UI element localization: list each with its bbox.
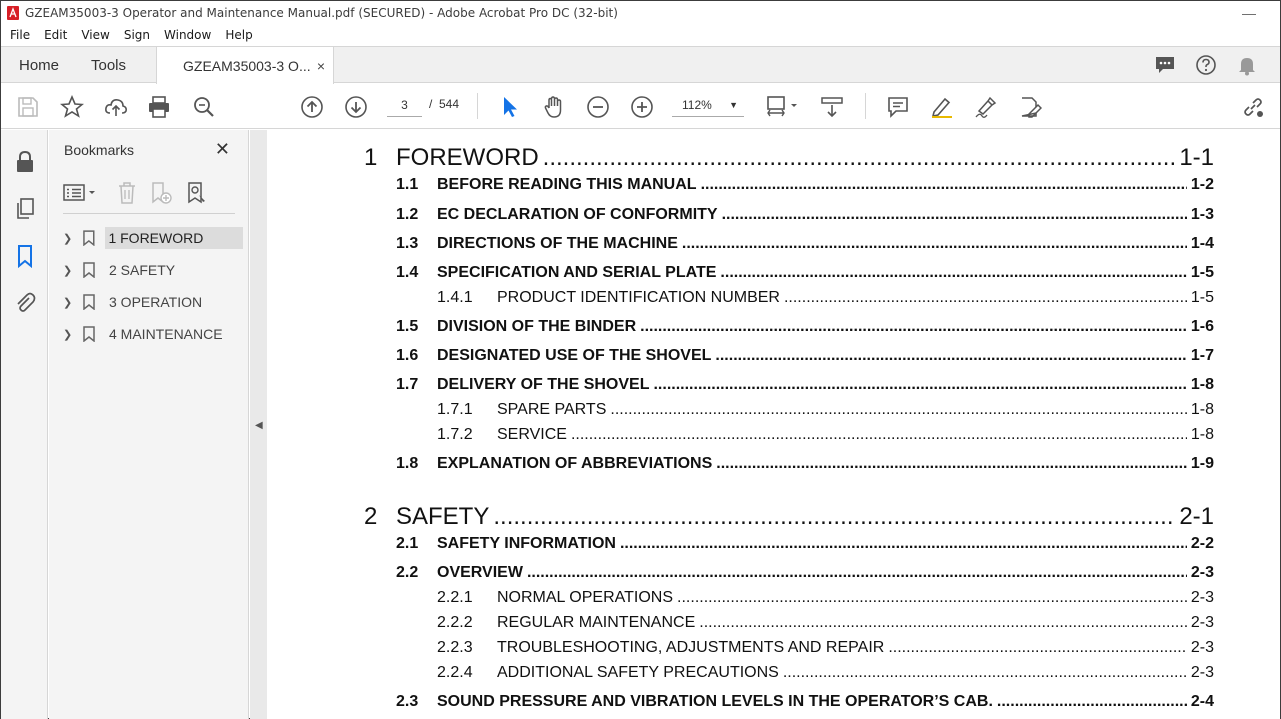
toc-entry-number: 1 bbox=[364, 144, 378, 171]
bookmark-label: 3 OPERATION bbox=[109, 294, 203, 310]
bookmark-label: 2 SAFETY bbox=[109, 262, 176, 278]
toc-leader-dots bbox=[640, 318, 1187, 336]
next-page-icon[interactable] bbox=[344, 95, 368, 119]
scroll-mode-icon[interactable] bbox=[820, 95, 844, 119]
zoom-out-icon[interactable] bbox=[586, 95, 610, 119]
toc-leader-dots bbox=[682, 235, 1187, 253]
toc-entry[interactable] bbox=[396, 376, 1214, 394]
toc-entry-number: 1.7 bbox=[396, 376, 419, 393]
toc-entry-page: 1-9 bbox=[1190, 455, 1214, 472]
bookmark-label: 4 MAINTENANCE bbox=[109, 326, 223, 342]
toc-leader-dots bbox=[699, 614, 1187, 632]
toc-entry[interactable] bbox=[437, 289, 1214, 307]
menu-window[interactable]: Window bbox=[164, 28, 212, 42]
toc-entry-title: ADDITIONAL SAFETY PRECAUTIONS bbox=[497, 664, 779, 681]
toc-entry-title: TROUBLESHOOTING, ADJUSTMENTS AND REPAIR bbox=[497, 639, 885, 656]
toc-leader-dots bbox=[493, 503, 1175, 531]
toc-entry-title: BEFORE READING THIS MANUAL bbox=[437, 176, 697, 193]
cloud-upload-icon[interactable] bbox=[104, 95, 128, 119]
toc-entry[interactable] bbox=[437, 639, 1214, 657]
page-total: 544 bbox=[439, 97, 460, 111]
edit-pdf-icon[interactable] bbox=[1018, 95, 1042, 119]
toc-entry-page: 2-2 bbox=[1190, 535, 1214, 552]
toc-entry-number: 2 bbox=[364, 503, 378, 530]
toc-entry-page: 2-3 bbox=[1190, 614, 1214, 631]
toc-entry[interactable] bbox=[396, 264, 1214, 282]
attachments-paperclip-icon[interactable] bbox=[14, 290, 36, 314]
page-separator: / bbox=[429, 97, 433, 111]
tab-home[interactable]: Home bbox=[19, 56, 60, 74]
toc-leader-dots bbox=[720, 264, 1186, 282]
bookmark-item-foreword[interactable] bbox=[59, 225, 243, 251]
toc-entry-page: 1-8 bbox=[1190, 376, 1214, 393]
toc-entry-number: 1.1 bbox=[396, 176, 419, 193]
toc-entry-title: EC DECLARATION OF CONFORMITY bbox=[437, 206, 718, 223]
chevron-right-icon[interactable]: ❯ bbox=[63, 296, 73, 309]
toc-entry-title: DESIGNATED USE OF THE SHOVEL bbox=[437, 347, 712, 364]
toc-entry-title: REGULAR MAINTENANCE bbox=[497, 614, 696, 631]
toc-entry-page: 2-1 bbox=[1179, 503, 1214, 530]
tab-bar bbox=[1, 46, 1280, 83]
toc-entry-number: 2.2.4 bbox=[437, 664, 473, 681]
previous-page-icon[interactable] bbox=[300, 95, 324, 119]
toc-entry-title: DIRECTIONS OF THE MACHINE bbox=[437, 235, 678, 252]
document-view[interactable] bbox=[267, 130, 1280, 719]
toc-leader-dots bbox=[543, 144, 1176, 172]
toc-entry-title: DELIVERY OF THE SHOVEL bbox=[437, 376, 650, 393]
toolbar-separator bbox=[865, 93, 866, 119]
toc-entry-number: 1.8 bbox=[396, 455, 419, 472]
page-fit-icon[interactable] bbox=[766, 95, 800, 119]
toc-leader-dots bbox=[784, 289, 1187, 307]
menu-help[interactable]: Help bbox=[225, 28, 253, 42]
acrobat-app-icon bbox=[7, 6, 19, 20]
close-tab-icon[interactable]: × bbox=[316, 57, 325, 74]
toc-leader-dots bbox=[653, 376, 1186, 394]
toc-leader-dots bbox=[527, 564, 1187, 582]
left-navigation-rail bbox=[1, 130, 48, 719]
zoom-search-icon[interactable] bbox=[192, 95, 216, 119]
toolbar-separator bbox=[477, 93, 478, 119]
toc-leader-dots bbox=[701, 176, 1187, 194]
tab-tools[interactable]: Tools bbox=[91, 56, 127, 74]
toc-entry[interactable] bbox=[396, 693, 1214, 711]
zoom-in-icon[interactable] bbox=[630, 95, 654, 119]
toc-entry-number: 2.2.3 bbox=[437, 639, 473, 656]
toc-entry-title: PRODUCT IDENTIFICATION NUMBER bbox=[497, 289, 780, 306]
bookmark-icon bbox=[81, 294, 97, 310]
toc-entry-number: 1.7.2 bbox=[437, 426, 473, 443]
toc-leader-dots bbox=[997, 693, 1187, 711]
tab-document[interactable] bbox=[156, 47, 334, 84]
toc-entry-number: 1.5 bbox=[396, 318, 419, 335]
main-toolbar bbox=[1, 84, 1280, 129]
bookmark-search-icon[interactable] bbox=[185, 181, 209, 205]
bookmark-star-icon[interactable] bbox=[60, 95, 84, 119]
toc-entry-number: 2.2.1 bbox=[437, 589, 473, 606]
help-icon[interactable] bbox=[1195, 54, 1217, 76]
toc-entry[interactable] bbox=[396, 455, 1214, 473]
new-bookmark-icon[interactable] bbox=[149, 181, 173, 205]
bookmark-icon bbox=[81, 230, 97, 246]
bookmarks-panel-title: Bookmarks bbox=[64, 142, 135, 158]
sign-icon[interactable] bbox=[974, 95, 998, 119]
toc-entry-title: SERVICE bbox=[497, 426, 567, 443]
bookmarks-toolbar bbox=[63, 180, 238, 206]
bookmark-label: 1 FOREWORD bbox=[105, 227, 243, 249]
toc-entry-page: 1-6 bbox=[1190, 318, 1214, 335]
menu-file[interactable]: File bbox=[10, 28, 31, 42]
toc-entry-page: 2-3 bbox=[1190, 589, 1214, 606]
toc-entry-page: 2-3 bbox=[1190, 664, 1214, 681]
toc-entry-number: 2.2 bbox=[396, 564, 419, 581]
toc-entry[interactable] bbox=[437, 426, 1214, 444]
add-comment-icon[interactable] bbox=[886, 95, 910, 119]
toc-entry-title: SAFETY INFORMATION bbox=[437, 535, 616, 552]
page-number-input[interactable]: 3 bbox=[387, 93, 422, 117]
bookmark-icon bbox=[81, 262, 97, 278]
toc-entry-page: 1-5 bbox=[1190, 289, 1214, 306]
toc-entry-page: 1-4 bbox=[1190, 235, 1214, 252]
toc-entry-title: SPARE PARTS bbox=[497, 401, 607, 418]
toc-leader-dots bbox=[888, 639, 1187, 657]
toc-entry[interactable] bbox=[437, 401, 1214, 419]
toc-entry[interactable] bbox=[396, 347, 1214, 365]
toc-entry-page: 2-4 bbox=[1190, 693, 1214, 710]
toc-entry[interactable] bbox=[396, 176, 1214, 194]
highlight-pen-icon[interactable] bbox=[930, 95, 954, 119]
toc-entry-page: 1-8 bbox=[1190, 401, 1214, 418]
toc-leader-dots bbox=[716, 455, 1187, 473]
toc-entry-title: NORMAL OPERATIONS bbox=[497, 589, 674, 606]
page-thumbnails-icon[interactable] bbox=[14, 197, 36, 221]
notifications-bell-icon[interactable] bbox=[1236, 54, 1258, 76]
lock-icon[interactable] bbox=[14, 150, 36, 174]
toc-entry-number: 1.3 bbox=[396, 235, 419, 252]
toc-entry[interactable] bbox=[437, 614, 1214, 632]
toc-entry[interactable] bbox=[396, 235, 1214, 253]
toc-leader-dots bbox=[620, 535, 1187, 553]
window-title: GZEAM35003-3 Operator and Maintenance Manual.pdf (SECURED) - Adobe Acrobat Pro DC (32-bit) bbox=[25, 6, 618, 20]
zoom-level-value: 112% bbox=[682, 98, 712, 112]
bookmark-options-icon[interactable] bbox=[63, 182, 99, 204]
toc-entry-title: SAFETY bbox=[396, 503, 490, 530]
toc-entry[interactable] bbox=[437, 664, 1214, 682]
hand-tool-icon[interactable] bbox=[542, 95, 566, 119]
bookmarks-panel-icon[interactable] bbox=[14, 244, 36, 268]
toc-entry-page: 1-7 bbox=[1190, 347, 1214, 364]
select-cursor-icon[interactable] bbox=[498, 95, 522, 119]
toc-entry-number: 2.3 bbox=[396, 693, 419, 710]
toc-entry[interactable] bbox=[396, 535, 1214, 553]
toc-entry-number: 1.4 bbox=[396, 264, 419, 281]
print-icon[interactable] bbox=[147, 95, 171, 119]
tab-document-label: GZEAM35003-3 O... bbox=[183, 57, 311, 74]
chevron-down-icon: ▼ bbox=[729, 100, 738, 110]
menu-edit[interactable]: Edit bbox=[44, 28, 68, 42]
toc-leader-dots bbox=[610, 401, 1187, 419]
bookmarks-divider bbox=[63, 213, 235, 214]
toc-entry-number: 1.6 bbox=[396, 347, 419, 364]
toc-entry-page: 1-3 bbox=[1190, 206, 1214, 223]
toc-entry-page: 1-8 bbox=[1190, 426, 1214, 443]
title-bar bbox=[1, 1, 1280, 25]
toc-entry-page: 1-5 bbox=[1190, 264, 1214, 281]
toc-entry[interactable] bbox=[396, 206, 1214, 224]
toc-entry-number: 2.2.2 bbox=[437, 614, 473, 631]
toc-entry-title: SPECIFICATION AND SERIAL PLATE bbox=[437, 264, 717, 281]
toc-entry-page: 2-3 bbox=[1190, 639, 1214, 656]
menu-view[interactable]: View bbox=[81, 28, 110, 42]
toc-entry-title: SOUND PRESSURE AND VIBRATION LEVELS IN THE OPERATOR’S CAB. bbox=[437, 693, 993, 710]
chevron-right-icon[interactable]: ❯ bbox=[63, 264, 73, 277]
bookmark-item-operation[interactable] bbox=[59, 289, 243, 315]
toc-leader-dots bbox=[783, 664, 1187, 682]
toc-entry[interactable] bbox=[396, 564, 1214, 582]
toc-leader-dots bbox=[722, 206, 1187, 224]
menu-bar bbox=[1, 25, 1280, 45]
toc-entry-title: OVERVIEW bbox=[437, 564, 523, 581]
toc-entry[interactable] bbox=[396, 318, 1214, 336]
toc-entry-number: 1.7.1 bbox=[437, 401, 473, 418]
share-link-icon[interactable] bbox=[1241, 95, 1265, 119]
chevron-right-icon[interactable]: ❯ bbox=[63, 232, 73, 245]
toc-entry[interactable] bbox=[437, 589, 1214, 607]
comment-bubble-icon[interactable] bbox=[1154, 54, 1176, 76]
toc-entry-title: FOREWORD bbox=[396, 144, 539, 171]
close-icon[interactable]: ✕ bbox=[214, 139, 230, 159]
chevron-right-icon[interactable]: ❯ bbox=[63, 328, 73, 341]
menu-sign[interactable]: Sign bbox=[123, 28, 151, 42]
toc-leader-dots bbox=[571, 426, 1187, 444]
toc-entry[interactable] bbox=[364, 144, 1214, 172]
zoom-level-select[interactable] bbox=[672, 93, 744, 117]
delete-bookmark-icon[interactable] bbox=[116, 181, 138, 205]
bookmarks-panel bbox=[49, 130, 249, 719]
panel-collapse-handle[interactable] bbox=[250, 130, 267, 719]
toc-entry-page: 1-1 bbox=[1179, 144, 1214, 171]
toc-entry-page: 2-3 bbox=[1190, 564, 1214, 581]
bookmark-item-maintenance[interactable] bbox=[59, 321, 243, 347]
toc-entry-title: DIVISION OF THE BINDER bbox=[437, 318, 637, 335]
collapse-arrow-icon: ◀ bbox=[255, 420, 263, 431]
minimize-button[interactable]: — bbox=[1242, 5, 1256, 21]
toc-entry-number: 2.1 bbox=[396, 535, 419, 552]
toc-leader-dots bbox=[715, 347, 1186, 365]
toc-entry-number: 1.2 bbox=[396, 206, 419, 223]
bookmark-item-safety[interactable] bbox=[59, 257, 243, 283]
bookmark-icon bbox=[81, 326, 97, 342]
toc-entry-number: 1.4.1 bbox=[437, 289, 473, 306]
toc-leader-dots bbox=[677, 589, 1187, 607]
toc-entry-page: 1-2 bbox=[1190, 176, 1214, 193]
save-icon[interactable] bbox=[16, 95, 40, 119]
toc-entry-title: EXPLANATION OF ABBREVIATIONS bbox=[437, 455, 713, 472]
toc-entry[interactable] bbox=[364, 503, 1214, 531]
